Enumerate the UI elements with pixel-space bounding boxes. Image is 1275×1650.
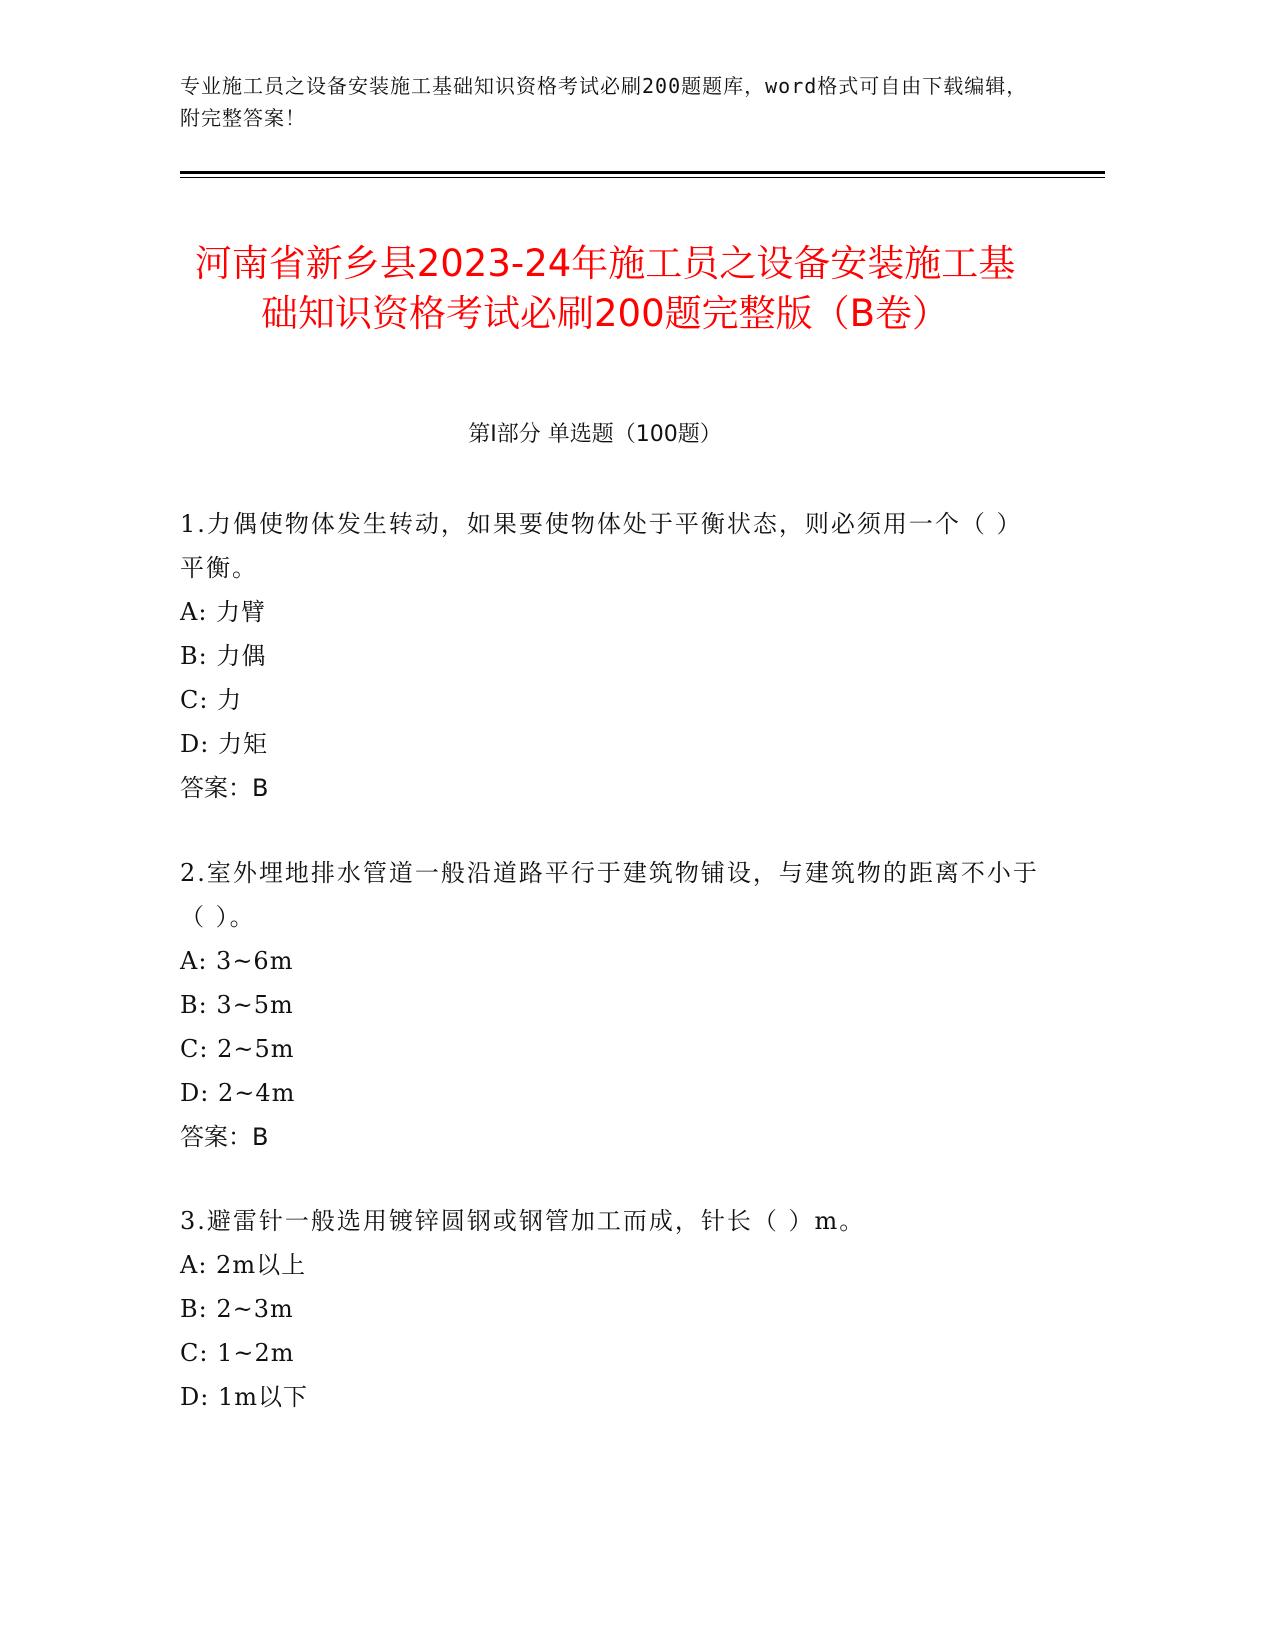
question-2 <box>180 851 1040 1159</box>
header-divider-thick <box>180 171 1105 174</box>
option-c: C: 力 <box>180 686 243 714</box>
option-a: A: 力臂 <box>180 598 267 626</box>
option-d: D: 1m以下 <box>180 1383 308 1411</box>
question-stem: 3.避雷针一般选用镀锌圆钢或钢管加工而成，针长（ ）m。 <box>180 1207 866 1235</box>
question-1 <box>180 502 1040 810</box>
document-title: 河南省新乡县2023-24年施工员之设备安装施工基础知识资格考试必刷200题完整版（B卷） <box>194 241 1016 335</box>
option-c: C: 1~2m <box>180 1339 295 1367</box>
question-stem: 2.室外埋地排水管道一般沿道路平行于建筑物铺设，与建筑物的距离不小于（ ）。 <box>180 859 1039 931</box>
option-d: D: 2~4m <box>180 1079 296 1107</box>
answer: 答案：B <box>180 774 269 802</box>
header-note: 专业施工员之设备安装施工基础知识资格考试必刷200题题库，word格式可自由下载编辑，附完整答案！ <box>180 74 1028 130</box>
header-divider-thin <box>180 177 1105 178</box>
section-title: 第Ⅰ部分 单选题（100题） <box>468 422 722 447</box>
question-3 <box>180 1199 1040 1419</box>
option-d: D: 力矩 <box>180 730 268 758</box>
option-a: A: 3~6m <box>180 947 294 975</box>
option-c: C: 2~5m <box>180 1035 295 1063</box>
answer: 答案：B <box>180 1123 269 1151</box>
option-b: B: 3~5m <box>180 991 294 1019</box>
option-a: A: 2m以上 <box>180 1251 307 1279</box>
option-b: B: 力偶 <box>180 642 267 670</box>
question-stem: 1.力偶使物体发生转动，如果要使物体处于平衡状态，则必须用一个（ ）平衡。 <box>180 510 1023 582</box>
option-b: B: 2~3m <box>180 1295 294 1323</box>
